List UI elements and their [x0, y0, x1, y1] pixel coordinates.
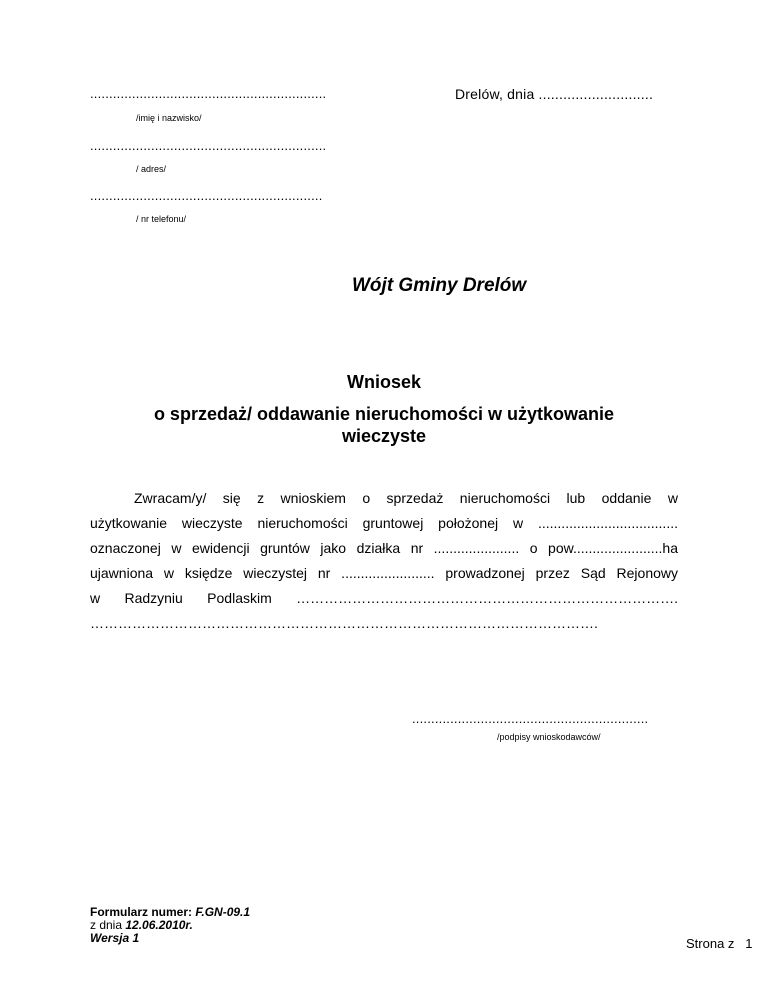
phone-caption: / nr telefonu/ [136, 214, 187, 224]
title-subtitle [90, 403, 678, 447]
recipient-heading: Wójt Gminy Drelów [352, 275, 527, 296]
name-field-line: .............................................................. [90, 86, 327, 101]
form-number-label: Formularz numer: [90, 905, 193, 919]
title-subtitle-line: o sprzedaż/ oddawanie nieruchomości w użytkowanie [153, 404, 615, 424]
name-caption: /imię i nazwisko/ [136, 113, 202, 123]
page-number: 1 [745, 936, 753, 951]
request-body [90, 486, 678, 636]
body-line: ………………………………………………………………………………………………. [90, 615, 598, 631]
body-line: Zwracam/y/ się z wnioskiem o sprzedaż nieruchomości lub oddanie w [134, 490, 678, 506]
address-field-line: .............................................................. [90, 138, 327, 153]
signature-line: .............................................................. [412, 711, 649, 726]
form-date-label: z dnia [90, 918, 123, 932]
phone-field-line: ............................................................. [90, 188, 323, 203]
body-line: w Radzyniu Podlaskim ………………………………………………………………………. [90, 590, 678, 606]
body-line: użytkowanie wieczyste nieruchomości gruntowej położonej w .................................... [90, 515, 678, 531]
title-subtitle-line: wieczyste [341, 426, 427, 446]
page-label: Strona z [686, 936, 735, 951]
signature-caption: /podpisy wnioskodawców/ [497, 732, 601, 742]
place-date-line: Drelów, dnia ............................ [455, 86, 654, 102]
body-line: ujawniona w księdze wieczystej nr ........................ prowadzonej przez Sąd Rejonowy [90, 565, 678, 581]
title-main: Wniosek [346, 372, 421, 392]
form-number-value: F.GN-09.1 [195, 905, 251, 919]
form-footer [90, 906, 250, 945]
form-version: Wersja 1 [90, 931, 140, 945]
form-date-value: 12.06.2010r. [125, 918, 193, 932]
body-line: oznaczonej w ewidencji gruntów jako działka nr ...................... o pow.......................ha [90, 540, 678, 556]
document-title [90, 370, 678, 447]
address-caption: / adres/ [136, 164, 167, 174]
page-indicator [686, 936, 753, 951]
